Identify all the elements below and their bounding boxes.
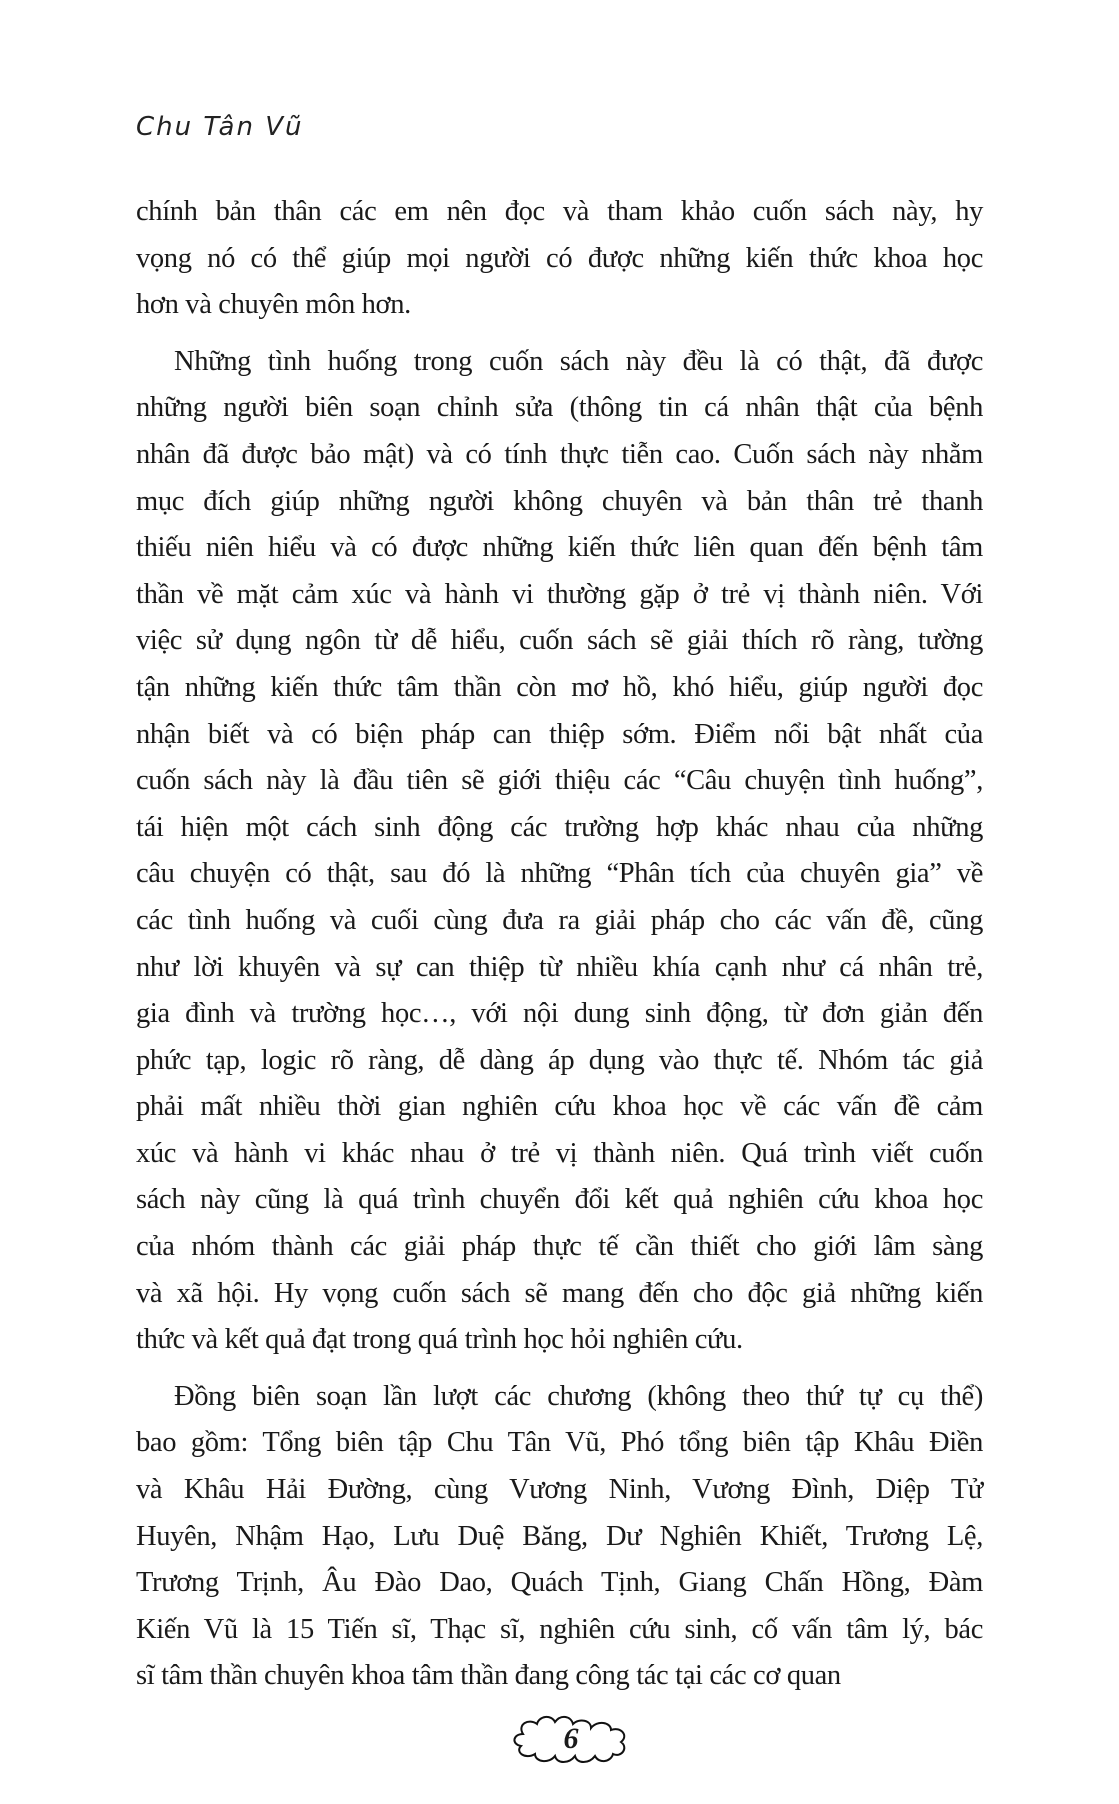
text-line: phải mất nhiều thời gian nghiên cứu khoa học về các vấn đề cảm bbox=[136, 1091, 983, 1123]
text-line: bao gồm: Tổng biên tập Chu Tân Vũ, Phó tổng biên tập Khâu Điền bbox=[136, 1427, 983, 1459]
text-line: chính bản thân các em nên đọc và tham khảo cuốn sách này, hy bbox=[136, 196, 983, 227]
text-line: sĩ tâm thần chuyên khoa tâm thần đang công tác tại các cơ quan bbox=[136, 1660, 841, 1692]
text-line: thiếu niên hiểu và có được những kiến thức liên quan đến bệnh tâm bbox=[136, 532, 983, 564]
body-text bbox=[136, 189, 983, 1710]
text-line: việc sử dụng ngôn từ dễ hiểu, cuốn sách sẽ giải thích rõ ràng, tường bbox=[136, 625, 983, 657]
paragraph bbox=[136, 339, 983, 1364]
text-line: câu chuyện có thật, sau đó là những “Phân tích của chuyên gia” về bbox=[136, 858, 983, 890]
text-line: cuốn sách này là đầu tiên sẽ giới thiệu các “Câu chuyện tình huống”, bbox=[136, 765, 983, 797]
text-line: thần về mặt cảm xúc và hành vi thường gặp ở trẻ vị thành niên. Với bbox=[136, 578, 983, 610]
text-line: các tình huống và cuối cùng đưa ra giải pháp cho các vấn đề, cũng bbox=[136, 904, 983, 936]
text-line: gia đình và trường học…, với nội dung sinh động, từ đơn giản đến bbox=[136, 998, 983, 1030]
text-line: vọng nó có thể giúp mọi người có được những kiến thức khoa học bbox=[136, 242, 983, 274]
paragraph bbox=[136, 189, 983, 329]
text-line: Những tình huống trong cuốn sách này đều là có thật, đã được bbox=[174, 345, 983, 377]
text-line: hơn và chuyên môn hơn. bbox=[136, 289, 411, 321]
text-line: Huyên, Nhậm Hạo, Lưu Duệ Băng, Dư Nghiên Khiết, Trương Lệ, bbox=[136, 1520, 983, 1552]
text-line: nhân đã được bảo mật) và có tính thực tiễn cao. Cuốn sách này nhằm bbox=[136, 438, 983, 470]
text-line: như lời khuyên và sự can thiệp từ nhiều khía cạnh như cá nhân trẻ, bbox=[136, 951, 983, 983]
text-line: Trương Trịnh, Âu Đào Dao, Quách Tịnh, Giang Chấn Hồng, Đàm bbox=[136, 1567, 983, 1599]
text-line: và Khâu Hải Đường, cùng Vương Ninh, Vương Đình, Diệp Tử bbox=[136, 1474, 983, 1506]
text-line: nhận biết và có biện pháp can thiệp sớm. Điểm nổi bật nhất của bbox=[136, 718, 983, 750]
text-line: sách này cũng là quá trình chuyển đổi kết quả nghiên cứu khoa học bbox=[136, 1184, 983, 1216]
running-header-author: Chu Tân Vũ bbox=[136, 112, 304, 142]
page-number-text: 6 bbox=[563, 1722, 579, 1755]
text-line: mục đích giúp những người không chuyên và bản thân trẻ thanh bbox=[136, 485, 983, 517]
page-number bbox=[509, 1712, 633, 1766]
text-line: tận những kiến thức tâm thần còn mơ hồ, khó hiểu, giúp người đọc bbox=[136, 671, 983, 703]
paragraph bbox=[136, 1374, 983, 1700]
text-line: của nhóm thành các giải pháp thực tế cần thiết cho giới lâm sàng bbox=[136, 1231, 983, 1263]
text-line: Đồng biên soạn lần lượt các chương (không theo thứ tự cụ thể) bbox=[174, 1380, 983, 1412]
text-line: Kiến Vũ là 15 Tiến sĩ, Thạc sĩ, nghiên cứu sinh, cố vấn tâm lý, bác bbox=[136, 1613, 983, 1645]
text-line: tái hiện một cách sinh động các trường hợp khác nhau của những bbox=[136, 811, 983, 843]
text-line: và xã hội. Hy vọng cuốn sách sẽ mang đến cho độc giả những kiến bbox=[136, 1277, 983, 1309]
text-line: những người biên soạn chỉnh sửa (thông tin cá nhân thật của bệnh bbox=[136, 392, 983, 424]
text-line: thức và kết quả đạt trong quá trình học hỏi nghiên cứu. bbox=[136, 1324, 743, 1356]
text-line: phức tạp, logic rõ ràng, dễ dàng áp dụng vào thực tế. Nhóm tác giả bbox=[136, 1044, 983, 1076]
text-line: xúc và hành vi khác nhau ở trẻ vị thành niên. Quá trình viết cuốn bbox=[136, 1137, 983, 1169]
